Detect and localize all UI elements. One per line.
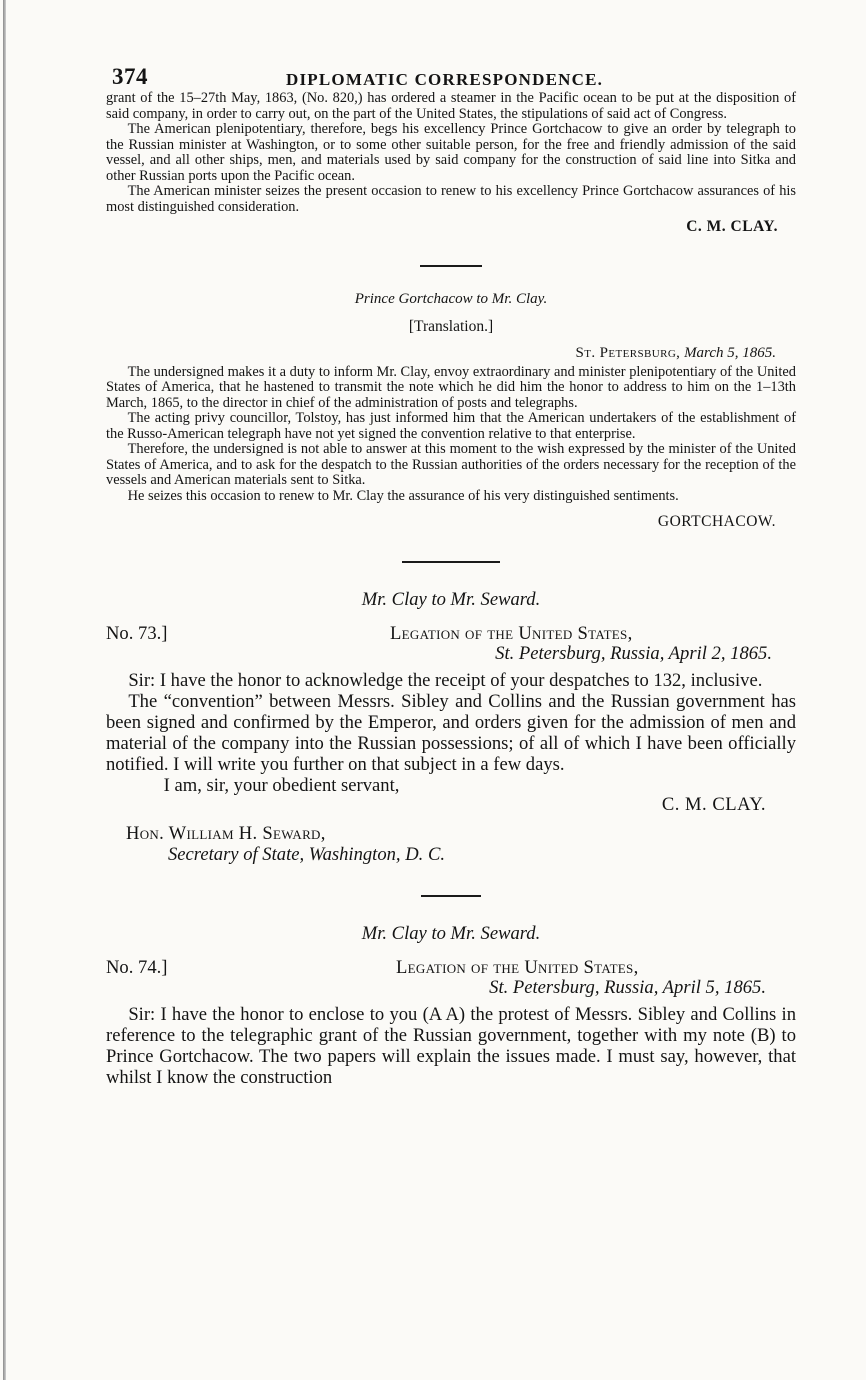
place-date: St. Petersburg, Russia, April 2, 1865. bbox=[495, 643, 772, 664]
letter-title: Mr. Clay to Mr. Seward. bbox=[361, 589, 541, 610]
paragraph: The “convention” between Messrs. Sibley and Collins and the Russian government has been signed and confirmed by the Emperor, and orders given for the admission of men and material of the company into the Russian possessions; of all of which I have been officially notified. I will write you further on that subject in a few days. bbox=[106, 691, 796, 775]
paragraph: Sir: I have the honor to enclose to you (A A) the protest of Messrs. Sibley and Collins in reference to the telegraphic grant of the Russian government, together with my note (B) to Prince Gortchacow. The two papers will explain the issues made. I must say, however, that whilst I know the construction bbox=[106, 1004, 796, 1088]
letter-heading bbox=[106, 623, 796, 667]
legation: Legation of the United States, bbox=[396, 957, 639, 978]
running-title: DIPLOMATIC CORRESPONDENCE. bbox=[286, 70, 604, 89]
paragraph: Therefore, the undersigned is not able to answer at this moment to the wish expressed by the minister of the United States of America, and to ask for the despatch to the Russian authorities of the orders necessary for the reception of the vessels and American materials sent to Sitka. bbox=[106, 441, 796, 488]
letter-heading bbox=[106, 957, 796, 1001]
document-page bbox=[106, 60, 796, 1088]
page-header bbox=[106, 60, 796, 94]
paragraph: I am, sir, your obedient servant, bbox=[163, 775, 400, 796]
legation: Legation of the United States, bbox=[390, 623, 633, 644]
despatch-number: No. 73.] bbox=[106, 623, 168, 644]
letter-clay-continued bbox=[106, 91, 796, 235]
paragraph: The acting privy councillor, Tolstoy, has just informed him that the American undertakers of the establishment of the Russo-American telegraph have not yet signed the convention relative to that enterprise. bbox=[106, 410, 796, 442]
date: March 5, 1865. bbox=[684, 344, 776, 361]
letter-clay-73 bbox=[106, 589, 796, 865]
place-date: St. Petersburg, Russia, April 5, 1865. bbox=[489, 977, 766, 998]
place-date-line bbox=[106, 345, 796, 362]
letter-title: Mr. Clay to Mr. Seward. bbox=[361, 923, 541, 944]
section-divider bbox=[420, 265, 482, 267]
addressee: Hon. William H. Seward, bbox=[126, 823, 326, 844]
paragraph: The American plenipotentiary, therefore, begs his excellency Prince Gortchacow to give an order by telegraph to the Russian minister at Washington, or to some other suitable person, for the free and friendly admission of the said vessel, and all other ships, men, and materials used by said company for the construction of said line into Sitka and other Russian ports upon the Pacific ocean. bbox=[106, 121, 796, 184]
paragraph: The undersigned makes it a duty to inform Mr. Clay, envoy extraordinary and minister plenipotentiary of the United States of America, that he hastened to transmit the note which he did him the honor to address to him on the 1–13th March, 1865, to the director in chief of the administration of posts and telegraphs. bbox=[106, 363, 796, 411]
page-number: 374 bbox=[112, 64, 148, 89]
paragraph: He seizes this occasion to renew to Mr. Clay the assurance of his very distinguished sentiments. bbox=[127, 487, 679, 504]
signature: C. M. CLAY. bbox=[661, 794, 766, 815]
letter-title: Prince Gortchacow to Mr. Clay. bbox=[354, 290, 548, 307]
place: St. Petersburg, bbox=[575, 344, 681, 361]
signature: GORTCHACOW. bbox=[657, 513, 776, 530]
letter-gortchacow bbox=[106, 291, 796, 532]
section-divider bbox=[402, 561, 500, 563]
page-edge bbox=[3, 0, 6, 1380]
signature: C. M. CLAY. bbox=[686, 218, 778, 235]
translation-note: [Translation.] bbox=[408, 317, 494, 335]
paragraph: Sir: I have the honor to acknowledge the receipt of your despatches to 132, inclusive. bbox=[128, 670, 763, 691]
letter-clay-74 bbox=[106, 923, 796, 1088]
paragraph: The American minister seizes the present occasion to renew to his excellency Prince Gortchacow assurances of his most distinguished consideration. bbox=[106, 183, 796, 215]
addressee-title: Secretary of State, Washington, D. C. bbox=[168, 844, 445, 865]
despatch-number: No. 74.] bbox=[106, 957, 168, 978]
paragraph: grant of the 15–27th May, 1863, (No. 820,) has ordered a steamer in the Pacific ocean to be put at the disposition of said company, in order to carry out, on the part of the United States, the stipulations of said act of Congress. bbox=[106, 90, 796, 122]
section-divider bbox=[421, 895, 481, 897]
